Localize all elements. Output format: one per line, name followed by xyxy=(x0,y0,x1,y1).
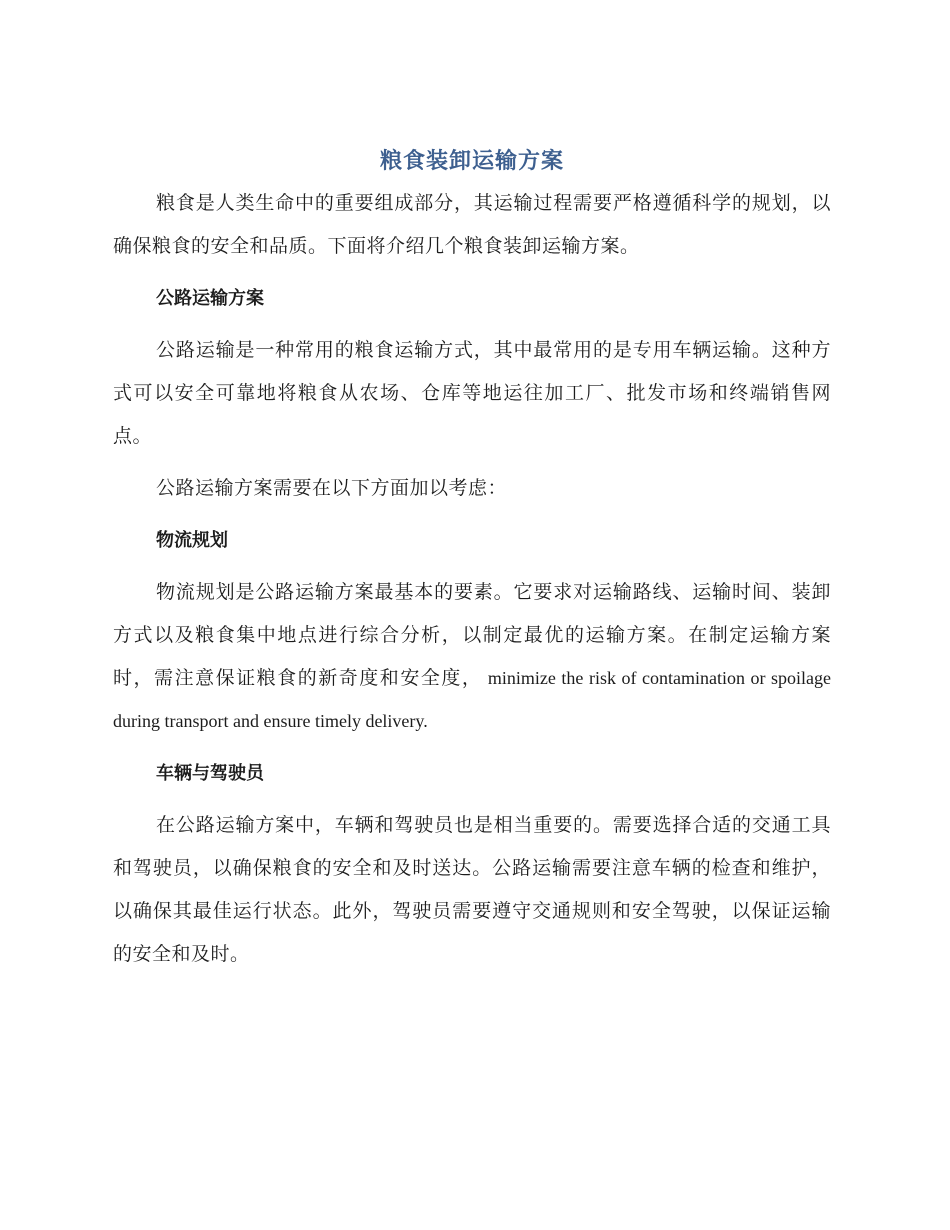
logistics-paragraph xyxy=(113,571,831,743)
section-heading-vehicles-drivers: 车辆与驾驶员 xyxy=(156,763,264,784)
document-title: 粮食装卸运输方案 xyxy=(379,149,564,174)
spacer xyxy=(113,795,831,804)
section-heading-logistics: 物流规划 xyxy=(156,530,228,551)
spacer xyxy=(113,743,831,752)
spacer xyxy=(113,562,831,571)
spacer xyxy=(113,268,831,277)
section-heading-road-transport: 公路运输方案 xyxy=(156,288,264,309)
spacer xyxy=(113,320,831,329)
logistics-paragraph-cn: 物流规划是公路运输方案最基本的要素。它要求对运输路线、运输时间、装卸方式以及粮食集中地点进行综合分析，以制定最优的运输方案。在制定运输方案时，需注意保证粮食的新奇度和安全度， xyxy=(113,581,831,689)
logistics-paragraph-en: minimize the risk of contamination or spoilage during transport and ensure timely delivery. xyxy=(113,668,831,731)
road-transport-considerations: 公路运输方案需要在以下方面加以考虑： xyxy=(156,477,508,499)
document-body xyxy=(113,142,831,976)
intro-paragraph: 粮食是人类生命中的重要组成部分，其运输过程需要严格遵循科学的规划，以确保粮食的安全和品质。下面将介绍几个粮食装卸运输方案。 xyxy=(113,192,831,257)
spacer xyxy=(113,510,831,519)
spacer xyxy=(113,458,831,467)
road-transport-paragraph: 公路运输是一种常用的粮食运输方式，其中最常用的是专用车辆运输。这种方式可以安全可靠地将粮食从农场、仓库等地运往加工厂、批发市场和终端销售网点。 xyxy=(113,339,831,447)
vehicles-drivers-paragraph: 在公路运输方案中，车辆和驾驶员也是相当重要的。需要选择合适的交通工具和驾驶员，以确保粮食的安全和及时送达。公路运输需要注意车辆的检查和维护，以确保其最佳运行状态。此外，驾驶员需要遵守交通规则和安全驾驶，以保证运输的安全和及时。 xyxy=(113,814,831,965)
